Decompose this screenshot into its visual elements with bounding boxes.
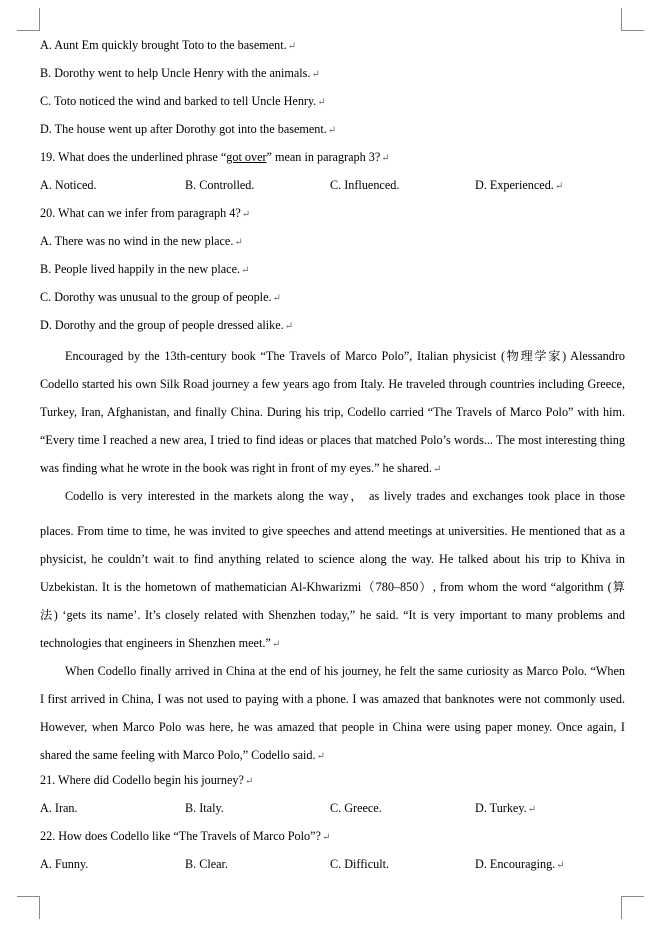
passage-paragraph-1 <box>40 342 625 482</box>
crop-mark-bottom-left <box>17 896 40 919</box>
q21-stem: 21. Where did Codello begin his journey?↵ <box>40 773 254 787</box>
paragraph-mark-icon: ↵ <box>234 237 243 248</box>
q20-option-a: A. There was no wind in the new place.↵ <box>40 234 243 248</box>
q22-option-a: A. Funny. <box>40 857 89 871</box>
paragraph-mark-icon: ↵ <box>327 125 337 136</box>
q22-option-b: B. Clear. <box>185 857 228 871</box>
paragraph-mark-icon: ↵ <box>241 265 250 276</box>
paragraph-mark-icon: ↵ <box>241 209 251 220</box>
q18-option-c: C. Toto noticed the wind and barked to tell Uncle Henry.↵ <box>40 94 326 108</box>
q21-option-b: B. Italy. <box>185 801 224 815</box>
passage-line: places. From time to time, he was invited to give speeches and attend meetings at universities. He mentioned that as a <box>40 524 625 538</box>
passage-line: was finding what he wrote in the book was right in front of my eyes.” he shared.↵ <box>40 461 442 475</box>
passage-line: Turkey, Iran, Afghanistan, and finally China. During his trip, Codello carried “The Travels of Marco Polo” with him. <box>40 405 625 419</box>
passage-line: 法) ‘gets its name’. It’s closely related with Shenzhen today,” he said. “It is very important to many problems and <box>40 608 625 622</box>
q19-option-c: C. Influenced. <box>330 178 400 192</box>
q20-option-c: C. Dorothy was unusual to the group of people.↵ <box>40 290 281 304</box>
q19-option-d: D. Experienced.↵ <box>475 178 564 192</box>
paragraph-mark-icon: ↵ <box>556 860 565 871</box>
passage-line: Codello started his own Silk Road journey a few years ago from Italy. He traveled through countries including Greece, <box>40 377 625 391</box>
paragraph-mark-icon: ↵ <box>432 464 442 475</box>
paragraph-mark-icon: ↵ <box>317 97 326 108</box>
passage-line: Codello is very interested in the markets along the way， as lively trades and exchanges took place in those <box>65 489 625 503</box>
paragraph-mark-icon: ↵ <box>321 832 331 843</box>
paragraph-mark-icon: ↵ <box>244 776 254 787</box>
q22-stem: 22. How does Codello like “The Travels of Marco Polo”?↵ <box>40 829 331 843</box>
q19-option-a: A. Noticed. <box>40 178 97 192</box>
q20-option-d: D. Dorothy and the group of people dressed alike.↵ <box>40 318 294 332</box>
q18-option-a: A. Aunt Em quickly brought Toto to the basement.↵ <box>40 38 297 52</box>
paragraph-mark-icon: ↵ <box>272 293 281 304</box>
passage-paragraph-2 <box>40 482 625 657</box>
passage-line: “Every time I reached a new area, I tried to find ideas or places that matched Polo’s words... The most interesting thing <box>40 433 625 447</box>
passage-line: I first arrived in China, I was not used to paying with a phone. I was amazed that banknotes were not commonly used. <box>40 692 625 706</box>
paragraph-mark-icon: ↵ <box>381 153 390 164</box>
crop-mark-top-left <box>17 8 40 31</box>
passage-line: Uzbekistan. It is the hometown of mathematician Al-Khwarizmi（780–850）, from whom the word “algorithm (算 <box>40 580 625 594</box>
paragraph-mark-icon: ↵ <box>527 804 537 815</box>
q21-option-d: D. Turkey.↵ <box>475 801 537 815</box>
q22-option-d: D. Encouraging.↵ <box>475 857 565 871</box>
q20-option-b: B. People lived happily in the new place.↵ <box>40 262 250 276</box>
q21-option-c: C. Greece. <box>330 801 382 815</box>
q18-option-d: D. The house went up after Dorothy got into the basement.↵ <box>40 122 337 136</box>
passage-line: However, when Marco Polo was here, he was amazed that people in China were using paper money. Once again, I <box>40 720 625 734</box>
q19-stem: 19. What does the underlined phrase “got over” mean in paragraph 3?↵ <box>40 150 390 164</box>
paragraph-mark-icon: ↵ <box>316 751 325 762</box>
document-body <box>40 34 625 881</box>
paragraph-mark-icon: ↵ <box>271 639 281 650</box>
passage-line: physicist, he couldn’t wait to find anything related to science along the way. He talked about his trip to Khiva in <box>40 552 625 566</box>
paragraph-mark-icon: ↵ <box>554 181 564 192</box>
q22-options <box>40 853 625 881</box>
passage-line: technologies that engineers in Shenzhen meet.”↵ <box>40 636 281 650</box>
passage-paragraph-3 <box>40 657 625 769</box>
q20-stem: 20. What can we infer from paragraph 4?↵ <box>40 206 251 220</box>
q19-option-b: B. Controlled. <box>185 178 255 192</box>
q22-option-c: C. Difficult. <box>330 857 390 871</box>
passage-line: shared the same feeling with Marco Polo,” Codello said.↵ <box>40 748 325 762</box>
passage-line: When Codello finally arrived in China at the end of his journey, he felt the same curiosity as Marco Polo. “When <box>65 664 625 678</box>
crop-mark-bottom-right <box>621 896 644 919</box>
paragraph-mark-icon: ↵ <box>287 41 297 52</box>
underlined-phrase: got over <box>226 150 267 164</box>
q18-option-b: B. Dorothy went to help Uncle Henry with the animals.↵ <box>40 66 320 80</box>
q19-options <box>40 174 625 202</box>
paragraph-mark-icon: ↵ <box>284 321 294 332</box>
q21-option-a: A. Iran. <box>40 801 78 815</box>
passage-line: Encouraged by the 13th-century book “The Travels of Marco Polo”, Italian physicist (物理学家) Alessandro <box>65 349 625 363</box>
paragraph-mark-icon: ↵ <box>311 69 320 80</box>
q21-options <box>40 797 625 825</box>
crop-mark-top-right <box>621 8 644 31</box>
